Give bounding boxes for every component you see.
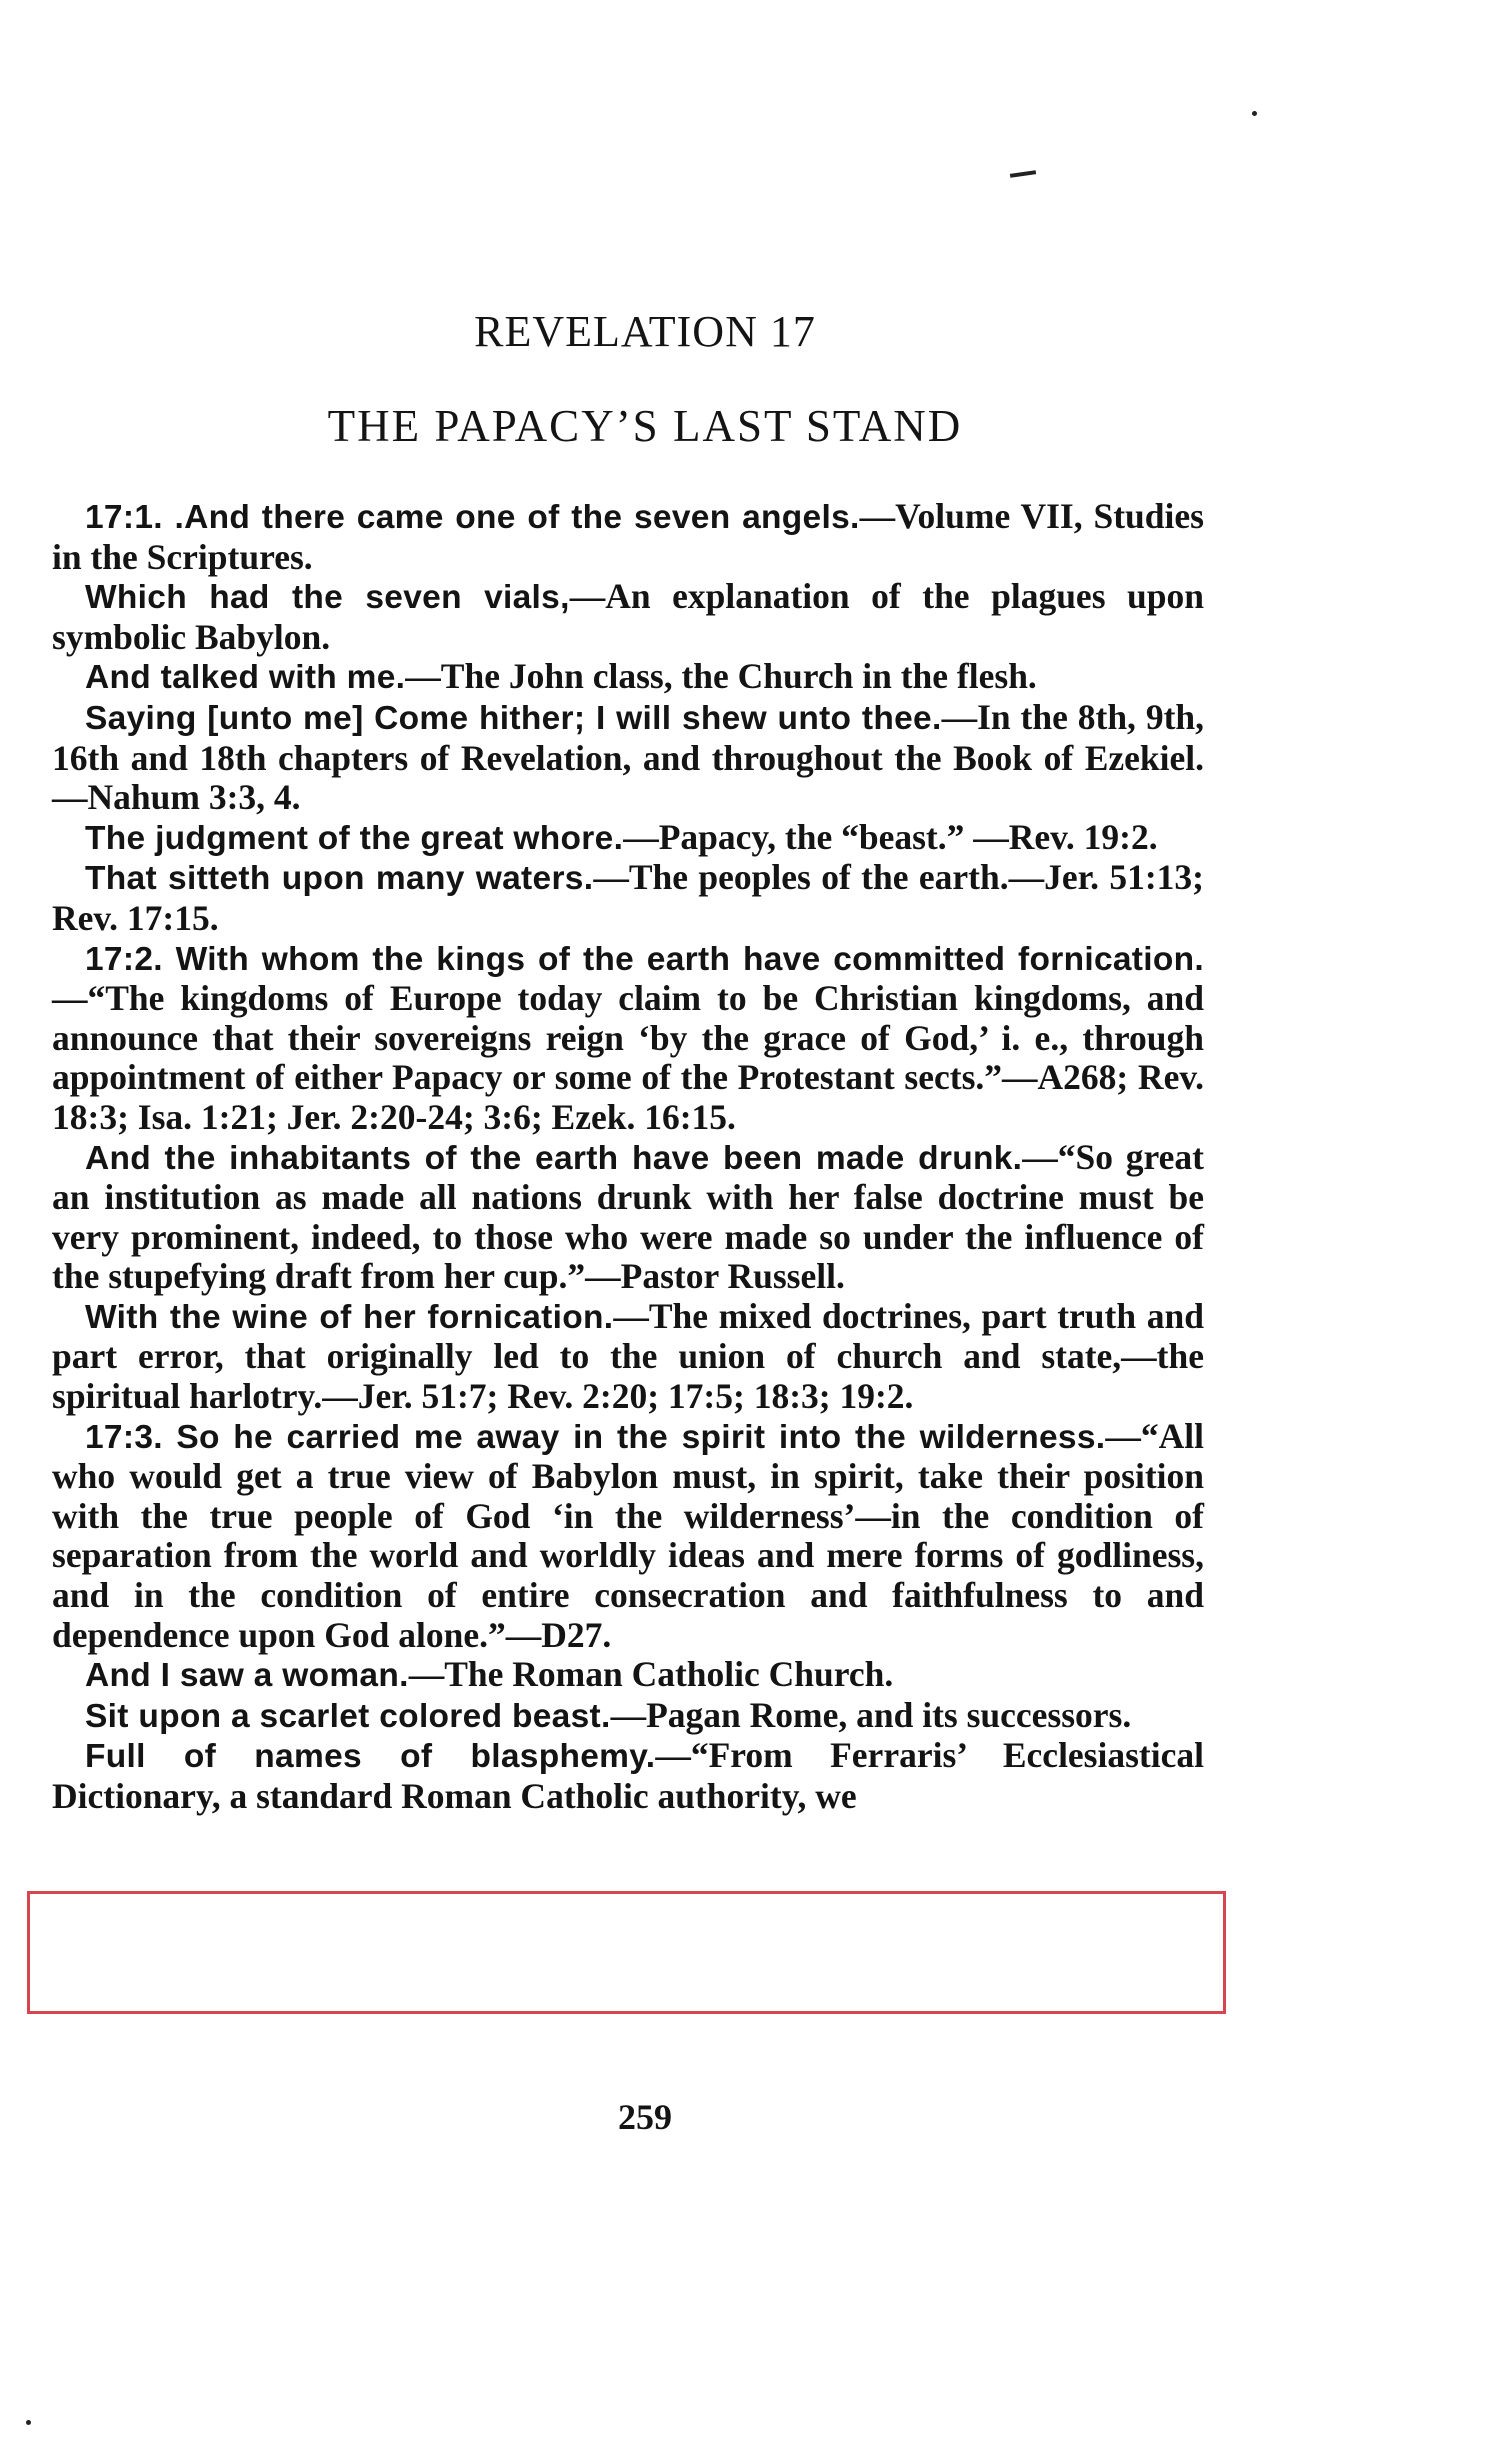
verse-comment: —The Roman Catholic Church.: [408, 1654, 894, 1695]
scan-mark-dash: [1010, 170, 1036, 178]
verse-text: The judgment of the great whore.: [85, 819, 624, 857]
verse-text: Full of names of blasphemy.: [85, 1738, 656, 1776]
verse-text: And talked with me.: [85, 659, 406, 697]
verse-paragraph: [52, 939, 1204, 1138]
verse-text: With the wine of her fornication.: [85, 1298, 614, 1336]
verse-text: And the inhabitants of the earth have been made drunk.: [85, 1139, 1023, 1177]
verse-text: Sit upon a scarlet colored beast.: [85, 1697, 611, 1735]
verse-paragraph: [52, 657, 1204, 698]
verse-comment: —“From Ferraris’ Ecclesiastical Dictionary, a standard Roman Catholic authority, we: [52, 1735, 1204, 1816]
verse-comment: —“The kingdoms of Europe today claim to be Christian kingdoms, and announce that their sovereigns reign ‘by the grace of God,’ i. e., through appointment of either Papacy or some of the Protestant sects.”—A268; Rev. 18:3; Isa. 1:21; Jer. 2:20-24; 3:6; Ezek. 16:15.: [52, 978, 1204, 1137]
verse-paragraph: [52, 497, 1204, 577]
verse-comment: —An explanation of the plagues upon symbolic Babylon.: [52, 576, 1205, 657]
verse-text: 17:2. With whom the kings of the earth have committed fornication.: [85, 940, 1204, 978]
verse-comment: —The peoples of the earth.—Jer. 51:13; Rev. 17:15.: [52, 857, 1204, 938]
verse-paragraph: [52, 1138, 1204, 1297]
verse-text: That sitteth upon many waters.: [85, 860, 594, 898]
verse-comment: —Pagan Rome, and its successors.: [610, 1694, 1132, 1735]
scan-speck-top: [1252, 111, 1257, 116]
verse-comment: —“So great an institution as made all nations drunk with her false doctrine must be very prominent, indeed, to those who were made so under the influence of the stupefying draft from her cup.”—Pastor Russell.: [52, 1136, 1205, 1297]
verse-paragraph: [52, 1696, 1204, 1737]
verse-comment: —The mixed doctrines, part truth and part error, that originally led to the union of church and state,—the spiritual harlotry.—Jer. 51:7; Rev. 2:20; 17:5; 18:3; 19:2.: [52, 1295, 1204, 1417]
verse-text: And I saw a woman.: [85, 1657, 409, 1695]
commentary-body: [52, 497, 1204, 1817]
verse-paragraph: [52, 818, 1204, 859]
verse-paragraph: [52, 1655, 1204, 1696]
verse-comment: —Volume VII, Studies in the Scriptures.: [52, 496, 1204, 577]
verse-comment: —The John class, the Church in the flesh.: [405, 656, 1037, 697]
verse-comment: —“All who would get a true view of Babylon must, in spirit, take their position with the true people of God ‘in the wilderness’—in the condition of separation from the world and worldly ideas and mere forms of godliness, and in the condition of entire consecration and faithfulness to and dependence upon God alone.”—D27.: [52, 1415, 1204, 1655]
highlight-box: [27, 1891, 1226, 2014]
verse-paragraph: [52, 1417, 1204, 1656]
verse-text: Saying [unto me] Come hither; I will shew unto thee.: [85, 699, 942, 737]
verse-paragraph: [52, 577, 1204, 657]
scan-speck-bottom: [26, 2420, 31, 2425]
verse-paragraph: [52, 858, 1204, 938]
page-number: 259: [618, 2097, 672, 2137]
verse-comment: —In the 8th, 9th, 16th and 18th chapters of Revelation, and throughout the Book of Ezekiel.—Nahum 3:3, 4.: [52, 696, 1205, 818]
chapter-title: REVELATION 17: [474, 307, 816, 356]
verse-paragraph: [52, 1736, 1204, 1816]
verse-comment: —Papacy, the “beast.” —Rev. 19:2.: [623, 816, 1158, 857]
verse-text: 17:3. So he carried me away in the spirit into the wilderness.: [85, 1418, 1106, 1456]
verse-text: Which had the seven vials,: [85, 579, 570, 617]
verse-text: 17:1. .And there came one of the seven angels.: [85, 499, 860, 536]
verse-paragraph: [52, 698, 1204, 818]
section-title: THE PAPACY’S LAST STAND: [327, 401, 963, 451]
verse-paragraph: [52, 1297, 1204, 1417]
